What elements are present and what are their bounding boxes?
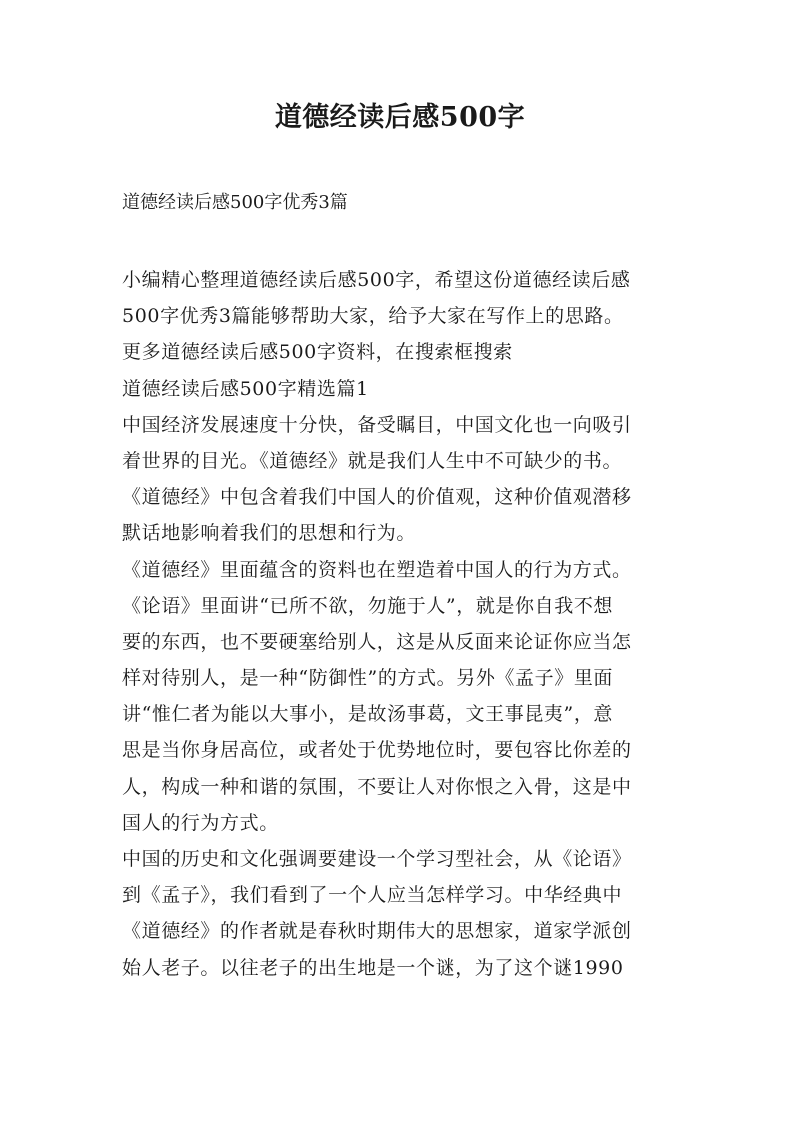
body-line: 500字优秀3篇能够帮助大家，给予大家在写作上的思路。: [122, 305, 624, 328]
body-line: 要的东西，也不要硬塞给别人，这是从反面来论证你应当怎: [122, 630, 632, 653]
body-line: 着世界的目光。《道德经》就是我们人生中不可缺少的书。: [122, 449, 623, 472]
body-line: 默话地影响着我们的思想和行为。: [122, 522, 417, 545]
section-heading: 道德经读后感500字精选篇1: [122, 377, 369, 400]
body-line: 《论语》里面讲“已所不欲，勿施于人”，就是你自我不想: [122, 594, 614, 617]
body-line: 中国经济发展速度十分快，备受瞩目，中国文化也一向吸引: [122, 413, 632, 436]
body-line: 讲“惟仁者为能以大事小，是故汤事葛，文王事昆夷”，意: [122, 703, 614, 726]
body-line: 中国的历史和文化强调要建设一个学习型社会，从《论语》: [122, 848, 632, 870]
body-line: 更多道德经读后感500字资料，在搜索框搜索: [122, 341, 513, 364]
document-title: 道德经读后感500字: [274, 102, 526, 133]
document-subtitle: 道德经读后感500字优秀3篇: [122, 192, 348, 213]
body-line: 人，构成一种和谐的氛围，不要让人对你恨之入骨，这是中: [122, 775, 632, 798]
body-line: 到《孟子》，我们看到了一个人应当怎样学习。中华经典中: [122, 884, 623, 907]
body-line: 《道德经》中包含着我们中国人的价值观，这种价值观潜移: [122, 486, 632, 509]
body-line: 《道德经》的作者就是春秋时期伟大的思想家，道家学派创: [122, 920, 632, 943]
body-line: 《道德经》里面蕴含的资料也在塑造着中国人的行为方式。: [122, 558, 632, 581]
body-line: 国人的行为方式。: [122, 811, 279, 834]
body-line: 思是当你身居高位，或者处于优势地位时，要包容比你差的: [122, 739, 632, 762]
body-line: 样对待别人，是一种“防御性”的方式。另外《孟子》里面: [122, 667, 614, 690]
document-body: [122, 262, 690, 986]
body-line: 始人老子。以往老子的出生地是一个谜，为了这个谜1990: [122, 956, 624, 979]
body-line: 小编精心整理道德经读后感500字，希望这份道德经读后感: [122, 269, 631, 291]
